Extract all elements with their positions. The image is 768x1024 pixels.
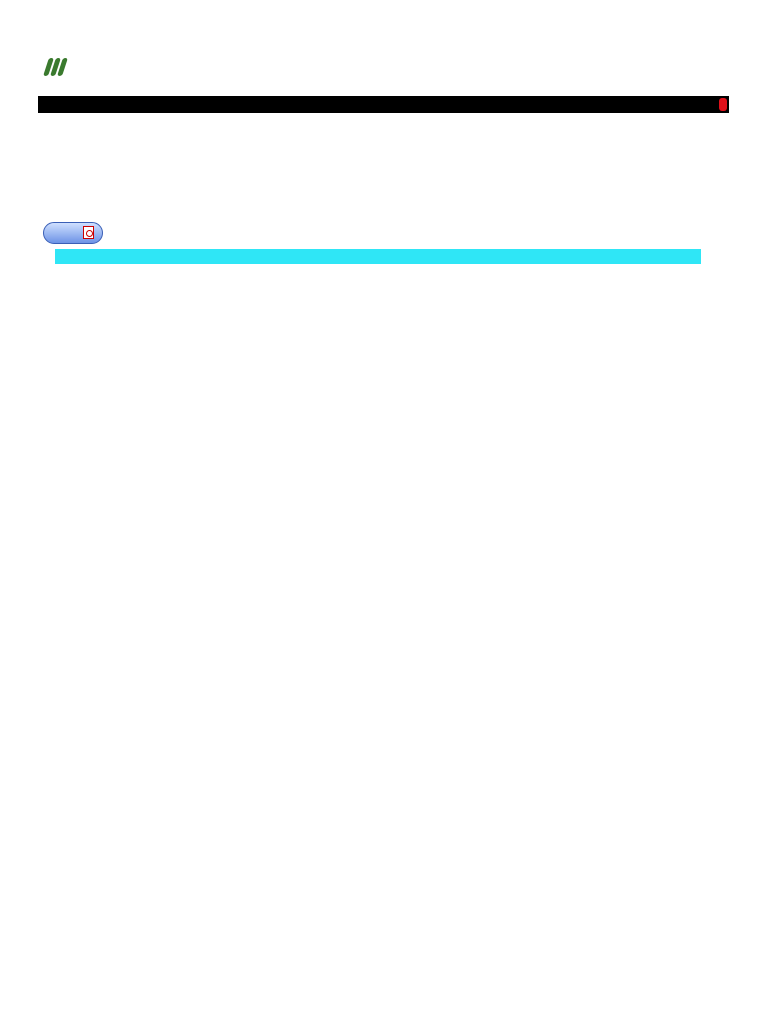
export-button[interactable] xyxy=(43,222,103,244)
typhon-logo xyxy=(44,50,224,90)
intro-title-line xyxy=(40,132,730,145)
case-log-table xyxy=(55,249,701,264)
table-header-row xyxy=(55,249,701,264)
typhon-leaf-icon xyxy=(44,58,68,76)
program-name-wrap xyxy=(44,96,52,113)
logout-button[interactable] xyxy=(719,98,727,111)
pdf-icon xyxy=(83,226,94,239)
intro-text xyxy=(40,132,730,145)
program-bar xyxy=(38,96,729,113)
